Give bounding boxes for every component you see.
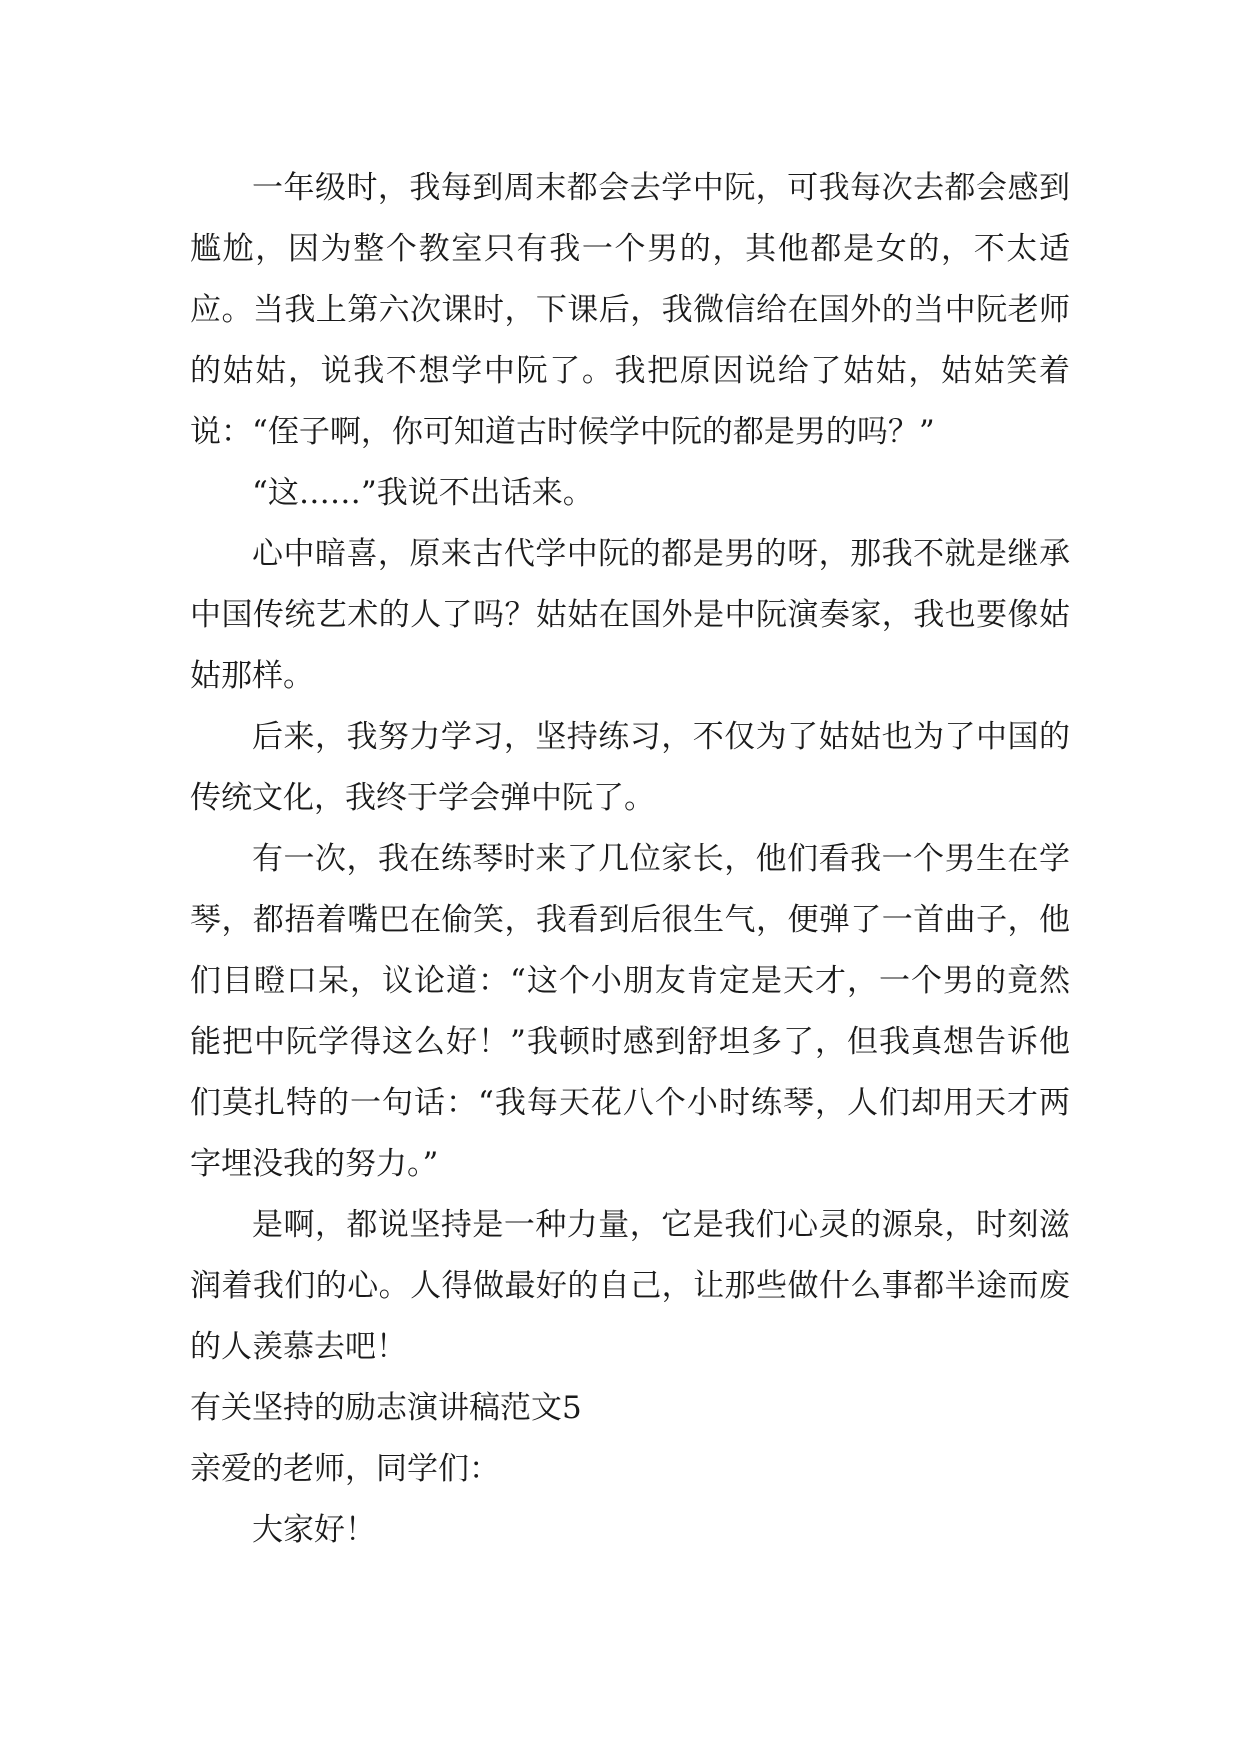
body-paragraph: 是啊，都说坚持是一种力量，它是我们心灵的源泉，时刻滋润着我们的心。人得做最好的自己，让那些做什么事都半途而废的人羡慕去吧！: [190, 1207, 1070, 1365]
body-paragraph: 一年级时，我每到周末都会去学中阮，可我每次去都会感到尴尬，因为整个教室只有我一个男的，其他都是女的，不太适应。当我上第六次课时，下课后，我微信给在国外的当中阮老师的姑姑，说我不想学中阮了。我把原因说给了姑姑，姑姑笑着说：“侄子啊，你可知道古时候学中阮的都是男的吗？”: [190, 170, 1070, 450]
body-paragraph: 后来，我努力学习，坚持练习，不仅为了姑姑也为了中国的传统文化，我终于学会弹中阮了。: [190, 719, 1070, 816]
document-body: [190, 158, 1070, 1561]
section-title: 有关坚持的励志演讲稿范文5: [190, 1390, 582, 1426]
greeting: 大家好！: [252, 1512, 376, 1548]
salutation: 亲爱的老师，同学们：: [190, 1451, 500, 1487]
body-paragraph: 心中暗喜，原来古代学中阮的都是男的呀，那我不就是继承中国传统艺术的人了吗？姑姑在国外是中阮演奏家，我也要像姑姑那样。: [190, 536, 1070, 694]
body-paragraph: 有一次，我在练琴时来了几位家长，他们看我一个男生在学琴，都捂着嘴巴在偷笑，我看到后很生气，便弹了一首曲子，他们目瞪口呆，议论道：“这个小朋友肯定是天才，一个男的竟然能把中阮学得这么好！”我顿时感到舒坦多了，但我真想告诉他们莫扎特的一句话：“我每天花八个小时练琴，人们却用天才两字埋没我的努力。”: [190, 841, 1070, 1182]
body-paragraph: “这……”我说不出话来。: [252, 475, 594, 511]
